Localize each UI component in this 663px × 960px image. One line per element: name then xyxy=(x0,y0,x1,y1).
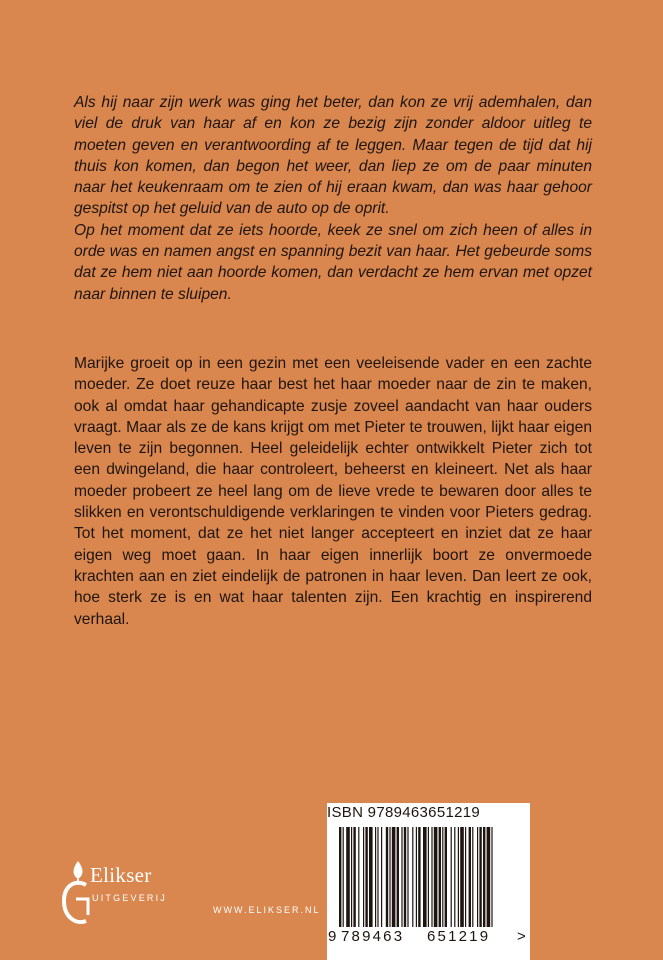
barcode-bar xyxy=(428,827,429,927)
barcode-bar xyxy=(404,827,406,927)
barcode-bar xyxy=(431,827,432,927)
barcode-bar xyxy=(423,827,427,927)
barcode-bar xyxy=(346,827,350,927)
barcode-bar xyxy=(416,827,417,927)
barcode-bar xyxy=(479,827,481,927)
barcode-bar xyxy=(483,827,485,927)
barcode-bar xyxy=(401,827,402,927)
barcode-bar xyxy=(353,827,355,927)
barcode-bar xyxy=(469,827,471,927)
isbn-label: ISBN 9789463651219 xyxy=(327,804,481,821)
barcode-bar xyxy=(454,827,455,927)
blurb-paragraph: Marijke groeit op in een gezin met een veeleisende vader en een zachte moeder. Ze doet reuze haar best het haar moeder naar de zin te maken, ook al omdat haar gehandicapte zusje zoveel aandacht van haar ouders vraagt. Maar als ze de kans krijgt om met Pieter te trouwen, lijkt haar eigen leven te zijn begonnen. Heel geleidelijk echter ontwikkelt Pieter zich tot een dwingeland, die haar controleert, beheerst en kleineert. Net als haar moeder probeert ze heel lang om de lieve vrede te bewaren door alles te slikken en verontschuldigende verklaringen te vinden voor Pieters gedrag. Tot het moment, dat ze het niet langer accepteert en inziet dat ze haar eigen weg moet gaan. In haar eigen innerlijk boort ze onvermoede krachten aan en ziet eindelijk de patronen in haar leven. Dan leert ze ook, hoe sterk ze is en wat haar talenten zijn. Een krachtig en inspirerend verhaal. xyxy=(74,355,592,628)
barcode-bar xyxy=(397,827,399,927)
barcode-digit-group-left: 789463 xyxy=(341,928,405,945)
barcode-bar xyxy=(365,827,367,927)
barcode-bar xyxy=(386,827,388,927)
barcode-bar xyxy=(442,827,443,927)
barcode-bar xyxy=(434,827,438,927)
isbn-barcode xyxy=(327,803,530,960)
barcode-bar xyxy=(445,827,447,927)
barcode-bar xyxy=(418,827,420,927)
barcode-bar xyxy=(343,827,344,927)
barcode-bar xyxy=(351,827,352,927)
barcode-bar xyxy=(381,827,382,927)
barcode-bar xyxy=(389,827,390,927)
barcode-first-digit: 9 xyxy=(328,928,337,945)
barcode-digit-group-right: 651219 xyxy=(427,928,491,945)
publisher-website: WWW.ELIKSER.NL xyxy=(213,905,321,915)
publisher-name: Elikser xyxy=(90,863,152,887)
barcode-bar xyxy=(477,827,478,927)
barcode-bar xyxy=(487,827,491,927)
barcode-bar xyxy=(491,827,492,927)
barcode-bar xyxy=(465,827,466,927)
barcode-bar xyxy=(339,827,341,927)
barcode-bar xyxy=(377,827,378,927)
barcode-bar xyxy=(412,827,413,927)
barcode-bar xyxy=(358,827,359,927)
book-excerpt xyxy=(74,92,592,305)
barcode-bar xyxy=(392,827,396,927)
barcode-bar xyxy=(472,827,473,927)
barcode-bar xyxy=(407,827,408,927)
publisher-logo xyxy=(58,855,208,935)
barcode-bar xyxy=(369,827,373,927)
excerpt-paragraph: Als hij naar zijn werk was ging het beter, dan kon ze vrij ademhalen, dan viel de druk van haar af en kon ze bezig zijn zonder aldoor uitleg te moeten geven en verantwoording af te leggen. Maar tegen de tijd dat hij thuis kon komen, dan begon het weer, dan liep ze om de paar minuten naar het keukenraam om te zien of hij eraan kwam, dan was haar gehoor gespitst op het geluid van de auto op de oprit. xyxy=(74,94,592,218)
barcode-bars xyxy=(327,827,530,931)
book-blurb xyxy=(74,353,592,630)
barcode-bar xyxy=(451,827,452,927)
barcode-bar xyxy=(458,827,459,927)
barcode-bar xyxy=(439,827,441,927)
excerpt-paragraph: Op het moment dat ze iets hoorde, keek ze snel om zich heen of alles in orde was en namen angst en spanning bezit van haar. Het gebeurde soms dat ze hem niet aan hoorde komen, dan verdacht ze hem ervan met opzet naar binnen te sluipen. xyxy=(74,221,592,303)
barcode-bar xyxy=(375,827,376,927)
barcode-bar xyxy=(363,827,364,927)
barcode-bar xyxy=(460,827,464,927)
publisher-subtitle: UITGEVERIJ xyxy=(92,893,168,903)
barcode-quiet-zone-mark: > xyxy=(517,928,526,945)
